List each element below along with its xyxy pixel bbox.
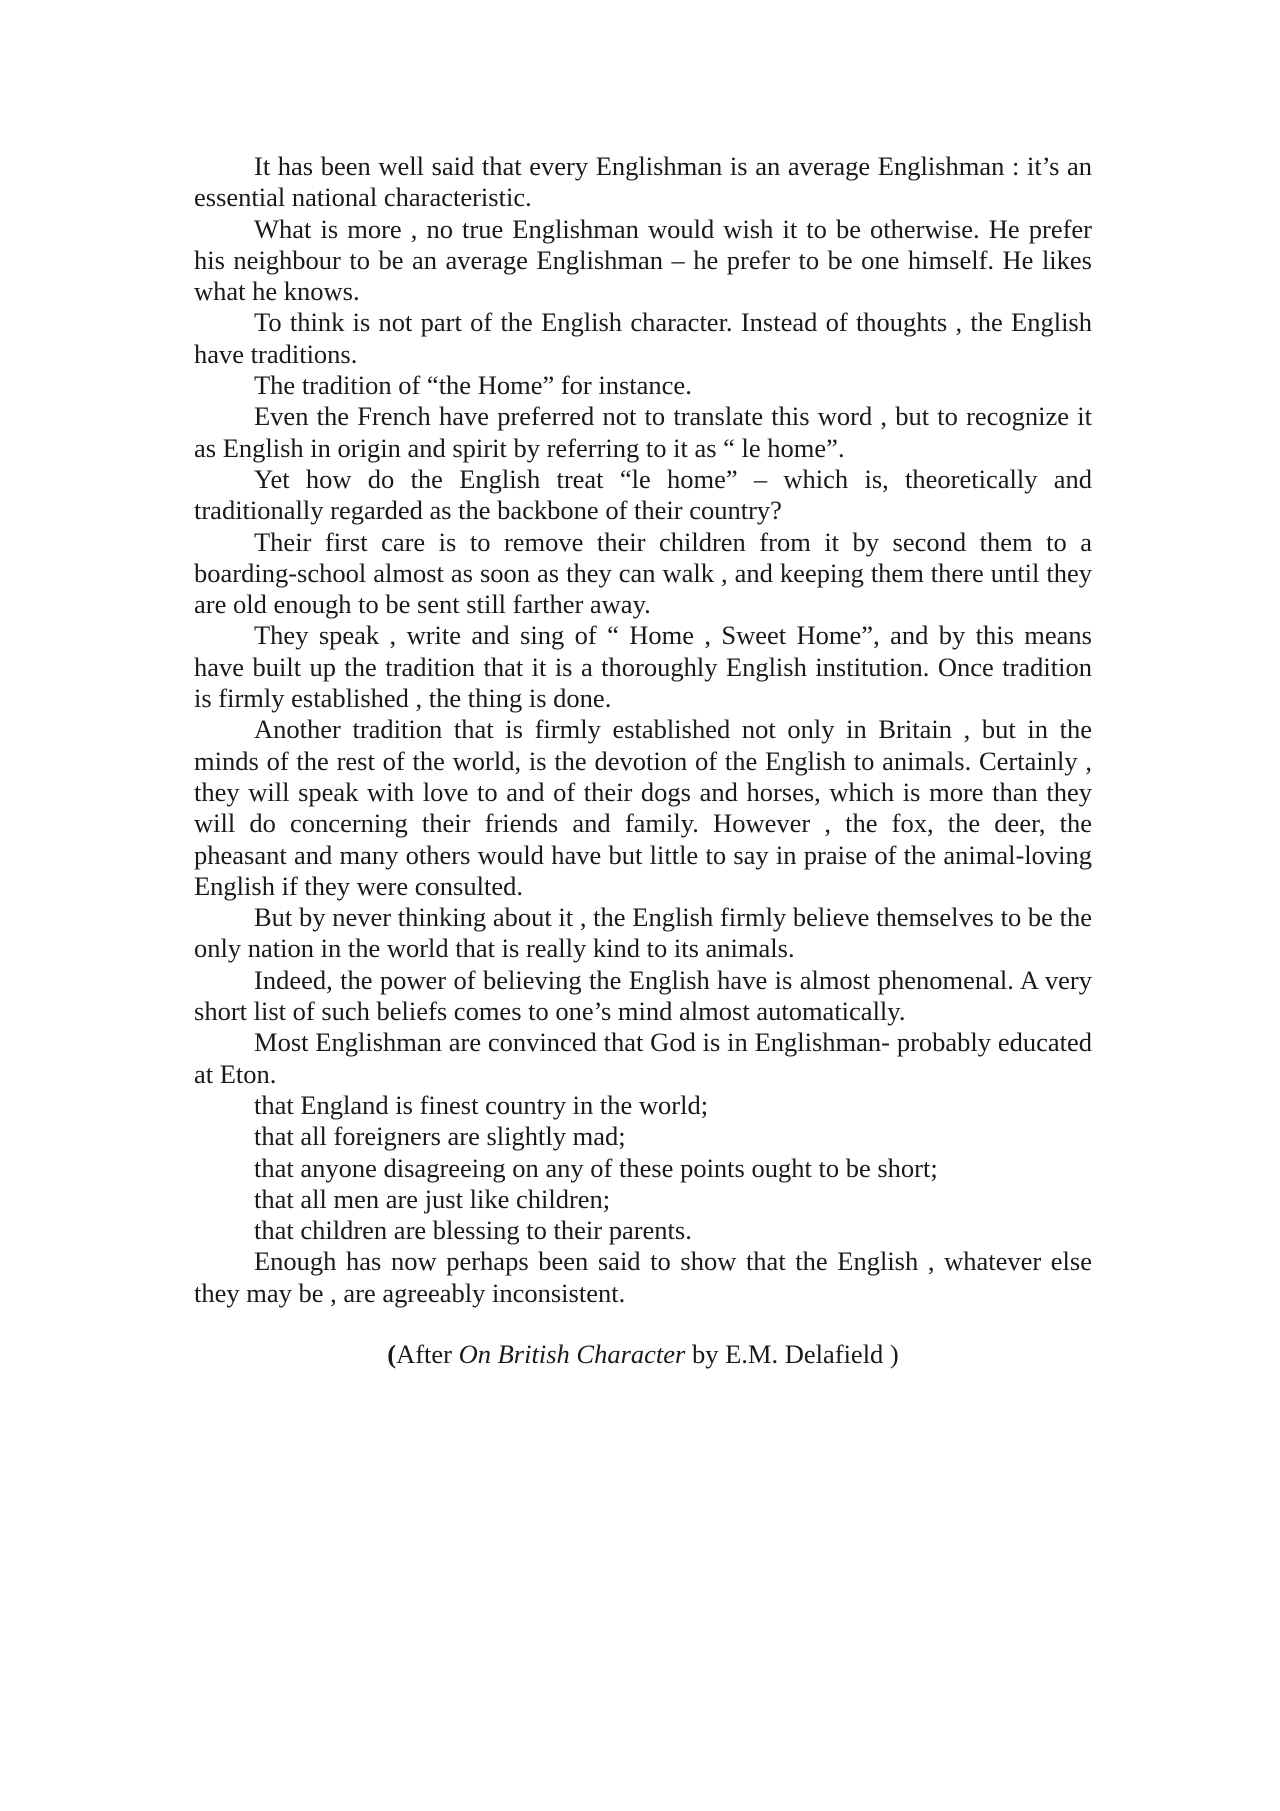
attribution-prefix: After [396, 1338, 459, 1369]
book-title: On British Character [458, 1338, 686, 1369]
paragraph: Enough has now perhaps been said to show that the English , whatever else they may be , are agreeably inconsistent. [194, 1246, 1092, 1308]
belief-item: that anyone disagreeing on any of these points ought to be short; [254, 1152, 938, 1183]
belief-item: that children are blessing to their parents. [254, 1215, 692, 1246]
paragraph: They speak , write and sing of “ Home , Sweet Home”, and by this means have built up the tradition that it is a thoroughly English institution. Once tradition is firmly established , the thing is done. [194, 620, 1092, 714]
paragraph: It has been well said that every Englishman is an average Englishman : it’s an essential national characteristic. [194, 151, 1092, 213]
belief-item: that all men are just like children; [254, 1183, 611, 1214]
belief-item: that all foreigners are slightly mad; [254, 1121, 626, 1152]
document-page [194, 151, 1092, 1370]
paragraph: Even the French have preferred not to translate this word , but to recognize it as English in origin and spirit by referring to it as “ le home”. [194, 401, 1092, 463]
attribution-author: by E.M. Delafield ) [685, 1338, 899, 1369]
paragraph: But by never thinking about it , the English firmly believe themselves to be the only nation in the world that is really kind to its animals. [194, 902, 1092, 964]
paragraph: The tradition of “the Home” for instance. [254, 370, 692, 401]
article-body [194, 151, 1092, 1309]
paragraph: Most Englishman are convinced that God is in Englishman- probably educated at Eton. [194, 1027, 1092, 1089]
attribution [194, 1339, 1092, 1370]
belief-item: that England is finest country in the world; [254, 1089, 709, 1120]
paragraph: Yet how do the English treat “le home” – which is, theoretically and traditionally regarded as the backbone of their country? [194, 463, 1092, 526]
attribution-open-paren: ( [387, 1338, 397, 1369]
paragraph: What is more , no true Englishman would wish it to be otherwise. He prefer his neighbour to be an average Englishman – he prefer to be one himself. He likes what he knows. [194, 213, 1092, 307]
paragraph: Indeed, the power of believing the English have is almost phenomenal. A very short list of such beliefs comes to one’s mind almost automatically. [194, 964, 1092, 1027]
paragraph: Their first care is to remove their children from it by second them to a boarding-school almost as soon as they can walk , and keeping them there until they are old enough to be sent still farther away. [194, 526, 1092, 620]
paragraph: To think is not part of the English character. Instead of thoughts , the English have traditions. [194, 307, 1092, 369]
paragraph: Another tradition that is firmly established not only in Britain , but in the minds of the rest of the world, is the devotion of the English to animals. Certainly , they will speak with love to and of their dogs and horses, which is more than they will do concerning their friends and family. However , the fox, the deer, the pheasant and many others would have but little to say in praise of the animal-loving English if they were consulted. [194, 714, 1092, 901]
